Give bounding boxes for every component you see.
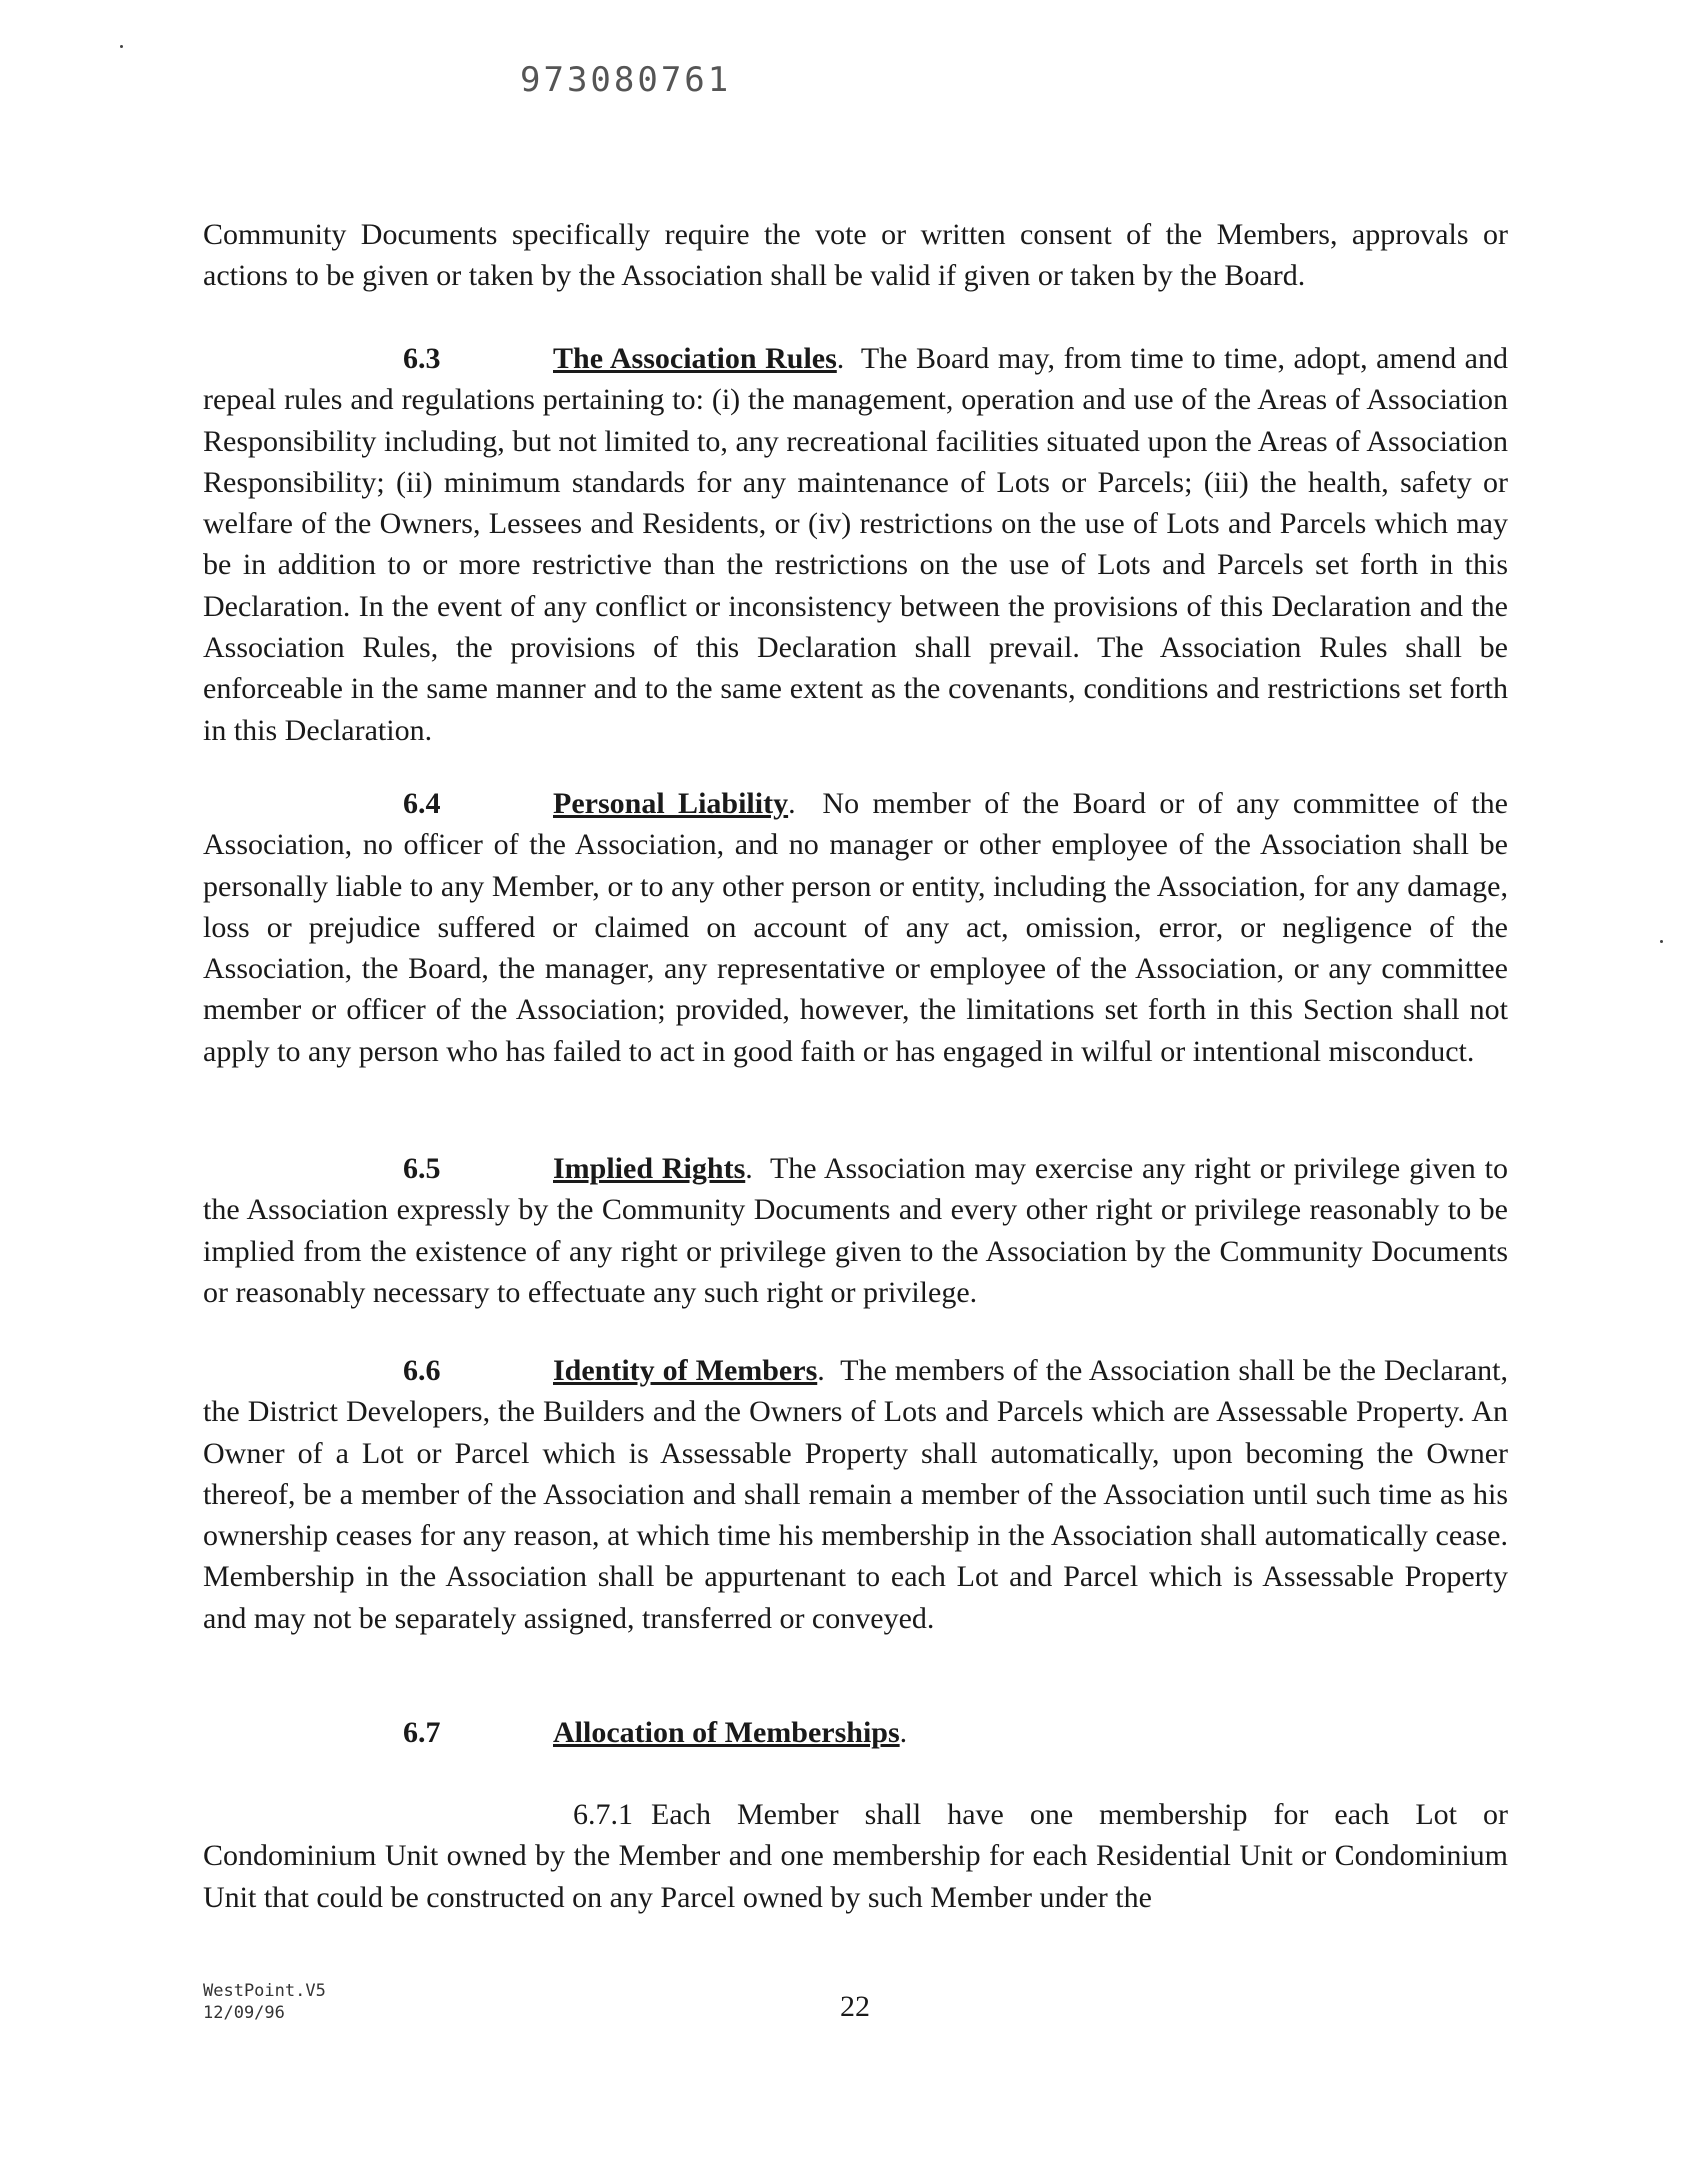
section-body: The members of the Association shall be the Declarant, the District Developers, the Builders and the Owners of Lots and Parcels which are Assessable Property. An Owner of a Lot or Parcel which is Assessable Property shall automatically, upon becoming the Owner thereof, be a member of the Association and shall remain a member of the Association until such time as his ownership ceases for any reason, at which time his membership in the Association shall automatically cease. Membership in the Association shall be appurtenant to each Lot and Parcel which is Assessable Property and may not be separately assigned, transferred or conveyed. [203, 1354, 1508, 1635]
section-title: Personal Liability [553, 787, 789, 820]
document-id-stamp: 973080761 [520, 60, 732, 100]
section-6-5: 6.5 Implied Rights. The Association may exercise any right or privilege given to the Association expressly by the Community Documents and every other right or privilege reasonably to be implied from the existence of any right or privilege given to the Association by the Community Documents or reasonably necessary to effectuate any such right or privilege. [203, 1148, 1508, 1313]
section-number: 6.4 [403, 787, 441, 820]
section-title: Identity of Members [553, 1354, 818, 1387]
subsection-number: 6.7.1 [573, 1798, 633, 1831]
section-body: The Association may exercise any right or privilege given to the Association expressly by the Community Documents and every other right or privilege reasonably to be implied from the existence of any right or privilege given to the Association by the Community Documents or reasonably necessary to effectuate any such right or privilege. [203, 1152, 1508, 1309]
section-6-6: 6.6 Identity of Members. The members of the Association shall be the Declarant, the District Developers, the Builders and the Owners of Lots and Parcels which are Assessable Property. An Owner of a Lot or Parcel which is Assessable Property shall automatically, upon becoming the Owner thereof, be a member of the Association and shall remain a member of the Association until such time as his ownership ceases for any reason, at which time his membership in the Association shall automatically cease. Membership in the Association shall be appurtenant to each Lot and Parcel which is Assessable Property and may not be separately assigned, transferred or conveyed. [203, 1350, 1508, 1639]
scan-speck [120, 45, 123, 48]
footer-file-name: WestPoint.V5 [203, 1981, 326, 2001]
subsection-body: Each Member shall have one membership for each Lot or Condominium Unit owned by the Member and one membership for each Residential Unit or Condominium Unit that could be constructed on any Parcel owned by such Member under the [203, 1798, 1508, 1914]
section-6-7: 6.7 Allocation of Memberships. [203, 1712, 1508, 1753]
section-number: 6.5 [403, 1152, 441, 1185]
footer-file-info [203, 1980, 326, 2024]
subsection-6-7-1 [203, 1794, 1508, 1918]
section-body: The Board may, from time to time, adopt, amend and repeal rules and regulations pertaining to: (i) the management, operation and use of the Areas of Association Responsibility including, but not limited to, any recreational facilities situated upon the Areas of Association Responsibility; (ii) minimum standards for any maintenance of Lots or Parcels; (iii) the health, safety or welfare of the Owners, Lessees and Residents, or (iv) restrictions on the use of Lots and Parcels which may be in addition to or more restrictive than the restrictions on the use of Lots and Parcels set forth in this Declaration. In the event of any conflict or inconsistency between the provisions of this Declaration and the Association Rules, the provisions of this Declaration shall prevail. The Association Rules shall be enforceable in the same manner and to the same extent as the covenants, conditions and restrictions set forth in this Declaration. [203, 342, 1508, 747]
scan-speck [1660, 940, 1663, 943]
section-number: 6.7 [403, 1716, 441, 1749]
page-number: 22 [840, 1990, 870, 2023]
section-number: 6.3 [403, 342, 441, 375]
section-6-3: 6.3 The Association Rules. The Board may, from time to time, adopt, amend and repeal rules and regulations pertaining to: (i) the management, operation and use of the Areas of Association Responsibility including, but not limited to, any recreational facilities situated upon the Areas of Association Responsibility; (ii) minimum standards for any maintenance of Lots or Parcels; (iii) the health, safety or welfare of the Owners, Lessees and Residents, or (iv) restrictions on the use of Lots and Parcels which may be in addition to or more restrictive than the restrictions on the use of Lots and Parcels set forth in this Declaration. In the event of any conflict or inconsistency between the provisions of this Declaration and the Association Rules, the provisions of this Declaration shall prevail. The Association Rules shall be enforceable in the same manner and to the same extent as the covenants, conditions and restrictions set forth in this Declaration. [203, 338, 1508, 751]
section-6-4: 6.4 Personal Liability. No member of the Board or of any committee of the Association, no officer of the Association, and no manager or other employee of the Association shall be personally liable to any Member, or to any other person or entity, including the Association, for any damage, loss or prejudice suffered or claimed on account of any act, omission, error, or negligence of the Association, the Board, the manager, any representative or employee of the Association, or any committee member or officer of the Association; provided, however, the limitations set forth in this Section shall not apply to any person who has failed to act in good faith or has engaged in wilful or intentional misconduct. [203, 783, 1508, 1072]
section-title: The Association Rules [553, 342, 837, 375]
section-title: Allocation of Memberships [553, 1716, 900, 1749]
section-number: 6.6 [403, 1354, 441, 1387]
intro-paragraph: Community Documents specifically require the vote or written consent of the Members, approvals or actions to be given or taken by the Association shall be valid if given or taken by the Board. [203, 218, 1508, 293]
section-body: No member of the Board or of any committee of the Association, no officer of the Association, and no manager or other employee of the Association shall be personally liable to any Member, or to any other person or entity, including the Association, for any damage, loss or prejudice suffered or claimed on account of any act, omission, error, or negligence of the Association, the Board, the manager, any representative or employee of the Association, or any committee member or officer of the Association; provided, however, the limitations set forth in this Section shall not apply to any person who has failed to act in good faith or has engaged in wilful or intentional misconduct. [203, 787, 1508, 1068]
section-title: Implied Rights [553, 1152, 746, 1185]
footer-date: 12/09/96 [203, 2003, 285, 2023]
